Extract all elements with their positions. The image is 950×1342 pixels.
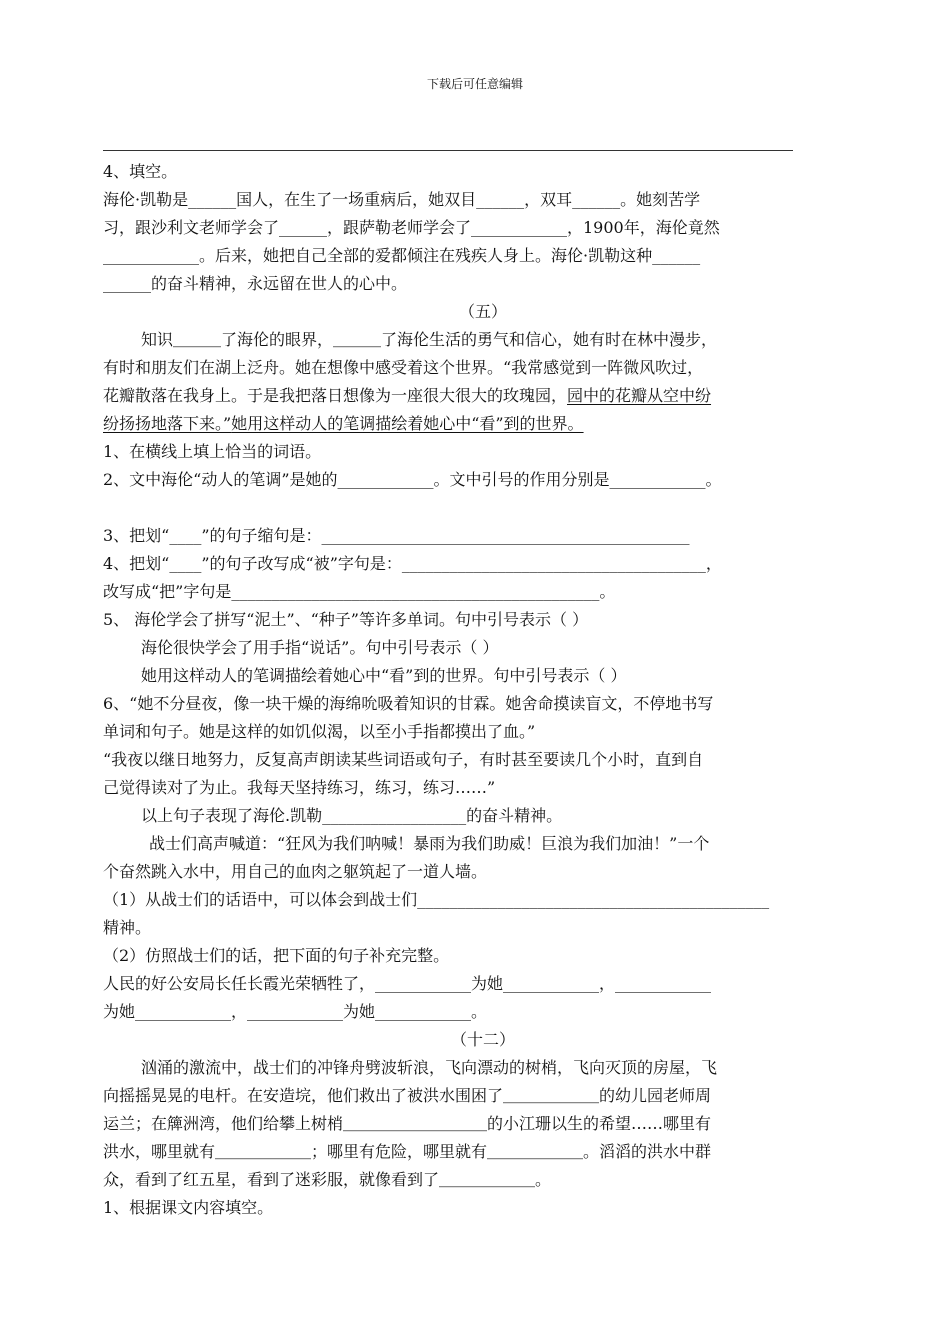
text-line: 1、根据课文内容填空。 bbox=[103, 1198, 274, 1217]
text-line: 汹涌的激流中，战士们的冲锋舟劈波斩浪，飞向漂动的树梢，飞向灭顶的房屋，飞 bbox=[141, 1058, 718, 1077]
text-line: 运兰；在簰洲湾，他们给攀上树梢＿＿＿＿＿＿＿＿＿的小江珊以生的希望……哪里有 bbox=[103, 1114, 712, 1133]
text-line: 战士们高声喊道：“狂风为我们呐喊！暴雨为我们助威！巨浪为我们加油！”一个 bbox=[149, 834, 710, 853]
text-line: 己觉得读对了为止。我每天坚持练习，练习，练习……” bbox=[103, 778, 496, 797]
text-line: 改写成“把”字句是______________________________________________。 bbox=[103, 582, 616, 601]
text-line: 她用这样动人的笔调描绘着她心中“看”到的世界。句中引号表示（ ） bbox=[141, 666, 627, 685]
text-line: 6、“她不分昼夜，像一块干燥的海绵吮吸着知识的甘霖。她舍命摸读盲文，不停地书写 bbox=[103, 694, 714, 713]
text-line: 4、填空。 bbox=[103, 162, 178, 181]
text-line: 1、在横线上填上恰当的词语。 bbox=[103, 442, 322, 461]
text-line: （2）仿照战士们的话，把下面的句子补充完整。 bbox=[103, 946, 450, 965]
underlined-sentence: 纷扬扬地落下来。” bbox=[103, 414, 232, 433]
blank-line bbox=[103, 494, 863, 522]
text-line: 3、把划“____”的句子缩句是：______________________________________________ bbox=[103, 526, 690, 545]
text-line: 为她____________，____________为她____________。 bbox=[103, 1002, 488, 1021]
text-line: 2、文中海伦“动人的笔调”是她的____________。文中引号的作用分别是____________。 bbox=[103, 470, 722, 489]
text-line: 洪水，哪里就有＿＿＿＿＿＿；哪里有危险，哪里就有＿＿＿＿＿＿。滔滔的洪水中群 bbox=[103, 1142, 712, 1161]
text-line: （1）从战士们的话语中，可以体会到战士们____________________________________________ bbox=[103, 890, 770, 909]
text-line: 向摇摇晃晃的电杆。在安造垸，他们救出了被洪水围困了＿＿＿＿＿＿的幼儿园老师周 bbox=[103, 1086, 712, 1105]
text-line: “我夜以继日地努力，反复高声朗读某些词语或句子，有时甚至要读几个小时，直到自 bbox=[103, 750, 704, 769]
text-line: 海伦很快学会了用手指“说话”。句中引号表示（ ） bbox=[141, 638, 499, 657]
header-rule bbox=[103, 150, 793, 151]
text-line: ____________。后来，她把自己全部的爱都倾注在残疾人身上。海伦·凯勒这种______ bbox=[103, 246, 701, 265]
text-line: 知识＿＿＿了海伦的眼界，＿＿＿了海伦生活的勇气和信心，她有时在林中漫步， bbox=[141, 330, 718, 349]
underlined-sentence: 园中的花瓣从空中纷 bbox=[567, 386, 712, 405]
underlined-sentence: 她用这样动人的笔调描绘着她心中“看”到的世界。 bbox=[231, 414, 584, 433]
text-line: 精神。 bbox=[103, 918, 152, 937]
text-line bbox=[103, 410, 863, 438]
text-line: 5、 海伦学会了拼写“泥土”、“种子”等许多单词。句中引号表示（ ） bbox=[103, 610, 589, 629]
text-line bbox=[103, 382, 863, 410]
text-line: 个奋然跳入水中，用自己的血肉之躯筑起了一道人墙。 bbox=[103, 862, 488, 881]
text-line: 有时和朋友们在湖上泛舟。她在想像中感受着这个世界。“我常感觉到一阵微风吹过， bbox=[103, 358, 704, 377]
text-line: 人民的好公安局长任长霞光荣牺牲了，____________为她____________，____________ bbox=[103, 974, 712, 993]
text-line: ______的奋斗精神，永远留在世人的心中。 bbox=[103, 274, 408, 293]
text-line: （十二） bbox=[450, 1030, 515, 1049]
text-line: 4、把划“____”的句子改写成“被”字句是：______________________________________， bbox=[103, 554, 722, 573]
page-header: 下载后可任意编辑 bbox=[426, 77, 523, 91]
text-line: 习，跟沙利文老师学会了______，跟萨勒老师学会了____________，1900年，海伦竟然 bbox=[103, 218, 720, 237]
text-line: （五） bbox=[458, 302, 507, 321]
text-line: 海伦·凯勒是______国人，在生了一场重病后，她双目______，双耳______。她刻苦学 bbox=[103, 190, 701, 209]
text-segment: 花瓣散落在我身上。于是我把落日想像为一座很大很大的玫瑰园， bbox=[103, 386, 568, 405]
text-line: 单词和句子。她是这样的如饥似渴，以至小手指都摸出了血。” bbox=[103, 722, 536, 741]
text-line: 以上句子表现了海伦.凯勒__________________的奋斗精神。 bbox=[141, 806, 563, 825]
text-line: 众，看到了红五星，看到了迷彩服，就像看到了＿＿＿＿＿＿。 bbox=[103, 1170, 552, 1189]
document-body bbox=[103, 158, 863, 1222]
